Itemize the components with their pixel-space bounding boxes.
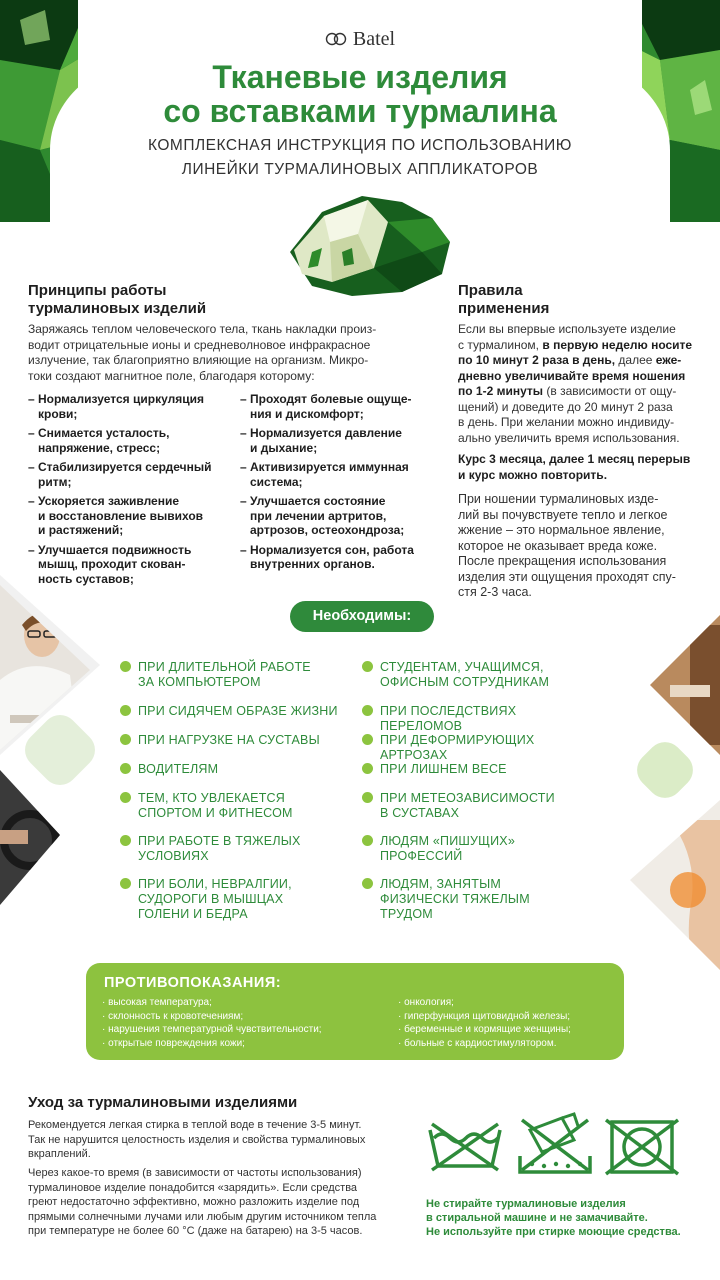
rules-line — [458, 431, 720, 447]
rules-emphasis: в первую неделю носите — [542, 337, 693, 352]
contraindications-title: ПРОТИВОПОКАЗАНИЯ: — [104, 975, 282, 991]
list-item: – Улучшается подвижность мышц, проходит скован- ность суставов; — [28, 543, 233, 587]
no-tumble-dry-icon — [604, 1118, 680, 1176]
list-item: – Нормализуется сон, работа внутренних органов. — [240, 543, 440, 572]
rules-text: в день. При желании можно индивиду- — [458, 415, 675, 429]
list-item: СТУДЕНТАМ, УЧАЩИМСЯ, ОФИСНЫМ СОТРУДНИКАМ — [362, 660, 597, 690]
rules-text: ально увеличить время использования. — [458, 430, 680, 445]
list-item: ПРИ НАГРУЗКЕ НА СУСТАВЫ — [120, 733, 355, 748]
list-item: ПРИ ДЛИТЕЛЬНОЙ РАБОТЕ ЗА КОМПЬЮТЕРОМ — [120, 660, 355, 690]
list-item: ПРИ СИДЯЧЕМ ОБРАЗЕ ЖИЗНИ — [120, 704, 355, 719]
rules-course: Курс 3 месяца, далее 1 месяц перерыв и курс можно повторить. — [458, 452, 691, 482]
rules-emphasis: по 1-2 минуты — [458, 384, 544, 398]
rules-line — [458, 369, 720, 385]
brand-logo: Batel — [0, 28, 720, 51]
list-item: – Нормализуется давление и дыхание; — [240, 426, 440, 455]
rules-line — [458, 384, 720, 400]
list-item: ЛЮДЯМ «ПИШУЩИХ» ПРОФЕССИЙ — [362, 834, 597, 864]
list-item: ЛЮДЯМ, ЗАНЯТЫМ ФИЗИЧЕСКИ ТЯЖЕЛЫМ ТРУДОМ — [362, 877, 597, 922]
contraindications-box — [86, 963, 624, 1060]
page-title: Тканевые изделия со вставками турмалина — [163, 59, 557, 129]
page-subtitle: КОМПЛЕКСНАЯ ИНСТРУКЦИЯ ПО ИСПОЛЬЗОВАНИЮ ЛИНЕЙКИ ТУРМАЛИНОВЫХ АППЛИКАТОРОВ — [148, 137, 572, 178]
rules-line — [458, 400, 720, 416]
list-item: ПРИ БОЛИ, НЕВРАЛГИИ, СУДОРОГИ В МЫШЦАХ ГОЛЕНИ И БЕДРА — [120, 877, 355, 922]
rules-sensation: При ношении турмалиновых изде- лий вы почувствуете тепло и легкое жжение – это нормальное явление, которое не оказывает вреда коже. После прекращения использования изделия эти ощущения проходят спу- стя 2-3 часа. — [458, 492, 676, 599]
rules-emphasis: еже- — [655, 353, 682, 367]
list-item: – Улучшается состояние при лечении артритов, артрозов, остеохондроза; — [240, 494, 440, 538]
needs-badge: Необходимы: — [290, 601, 434, 632]
rules-text: с турмалином, — [458, 337, 543, 352]
list-item: ПРИ ПОСЛЕДСТВИЯХ ПЕРЕЛОМОВ — [362, 704, 597, 734]
contraindications-left: · высокая температура; · склонность к кровотечениям; · нарушения температурной чувствительности; · открытые повреждения кожи; — [102, 996, 322, 1050]
rules-text: щений) и доведите до 20 минут 2 раза — [458, 399, 673, 414]
rules-line — [458, 415, 720, 431]
list-item: ТЕМ, КТО УВЛЕКАЕТСЯ СПОРТОМ И ФИТНЕСОМ — [120, 791, 355, 821]
no-washing-icon — [426, 1120, 504, 1172]
care-warning-note: Не стирайте турмалиновые изделия в стиральной машине и не замачивайте. Не используйте при стирке моющие средства. — [426, 1198, 681, 1238]
no-detergent-icon — [516, 1112, 594, 1176]
principles-list-right — [240, 392, 440, 577]
office-photo — [650, 615, 720, 755]
knee-photo — [630, 800, 720, 980]
care-heading: Уход за турмалиновыми изделиями — [28, 1094, 298, 1111]
list-item: – Нормализуется циркуляция крови; — [28, 392, 233, 421]
batel-logo-icon — [325, 32, 349, 46]
list-item: – Ускоряется заживление и восстановление вывихов и растяжений; — [28, 494, 233, 538]
rules-text: Если вы впервые используете изделие — [458, 322, 676, 336]
rules-emphasis: дневно увеличивайте время ношения — [458, 368, 686, 383]
list-item: – Снимается усталость, напряжение, стресс; — [28, 426, 233, 455]
rules-line — [458, 322, 720, 338]
list-item: ПРИ ДЕФОРМИРУЮЩИХ АРТРОЗАХ — [362, 733, 597, 763]
principles-heading: Принципы работы турмалиновых изделий — [28, 282, 207, 317]
care-charging-text: Через какое-то время (в зависимости от частоты использования) турмалиновое изделие понадобится «зарядить». Если средства греют недостаточно эффективно, можно разложить изделие под прямыми солнечными лучами или любым другим источником тепла при температуре не более 60 °С (даже на батарею) на 3-5 часов. — [28, 1167, 377, 1237]
rules-text: (в зависимости от ощу- — [543, 384, 677, 398]
rules-emphasis: по 10 минут 2 раза в день, — [458, 353, 616, 367]
rules-line — [458, 338, 720, 354]
list-item: ПРИ МЕТЕОЗАВИСИМОСТИ В СУСТАВАХ — [362, 791, 597, 821]
rules-line — [458, 353, 720, 369]
rules-instructions — [458, 322, 720, 446]
list-item: – Проходят болевые ощуще- ния и дискомфорт; — [240, 392, 440, 421]
list-item: – Стабилизируется сердечный ритм; — [28, 460, 233, 489]
list-item: ВОДИТЕЛЯМ — [120, 762, 355, 777]
contraindications-right: · онкология; · гиперфункция щитовидной железы; · беременные и кормящие женщины; · больные с кардиостимулятором. — [398, 996, 571, 1050]
tourmaline-stone-image — [282, 182, 454, 300]
driver-photo — [0, 770, 60, 910]
list-item: – Активизируется иммунная система; — [240, 460, 440, 489]
list-item: ПРИ РАБОТЕ В ТЯЖЕЛЫХ УСЛОВИЯХ — [120, 834, 355, 864]
rules-text: далее — [615, 353, 656, 367]
principles-intro: Заряжаясь теплом человеческого тела, ткань накладки произ- водит отрицательные ионы и средневолновое инфракрасное излучение, так благоприятно влияющие на организм. Микро- токи создают магнитное поле, благодаря которому: — [28, 322, 377, 383]
rules-heading: Правила применения — [458, 282, 550, 317]
principles-list-left — [28, 392, 233, 591]
care-washing-text: Рекомендуется легкая стирка в теплой воде в течение 3-5 минут. Так не нарушится целостность изделия и свойства турмалиновых вкраплений. — [28, 1119, 366, 1160]
list-item: ПРИ ЛИШНЕМ ВЕСЕ — [362, 762, 597, 777]
